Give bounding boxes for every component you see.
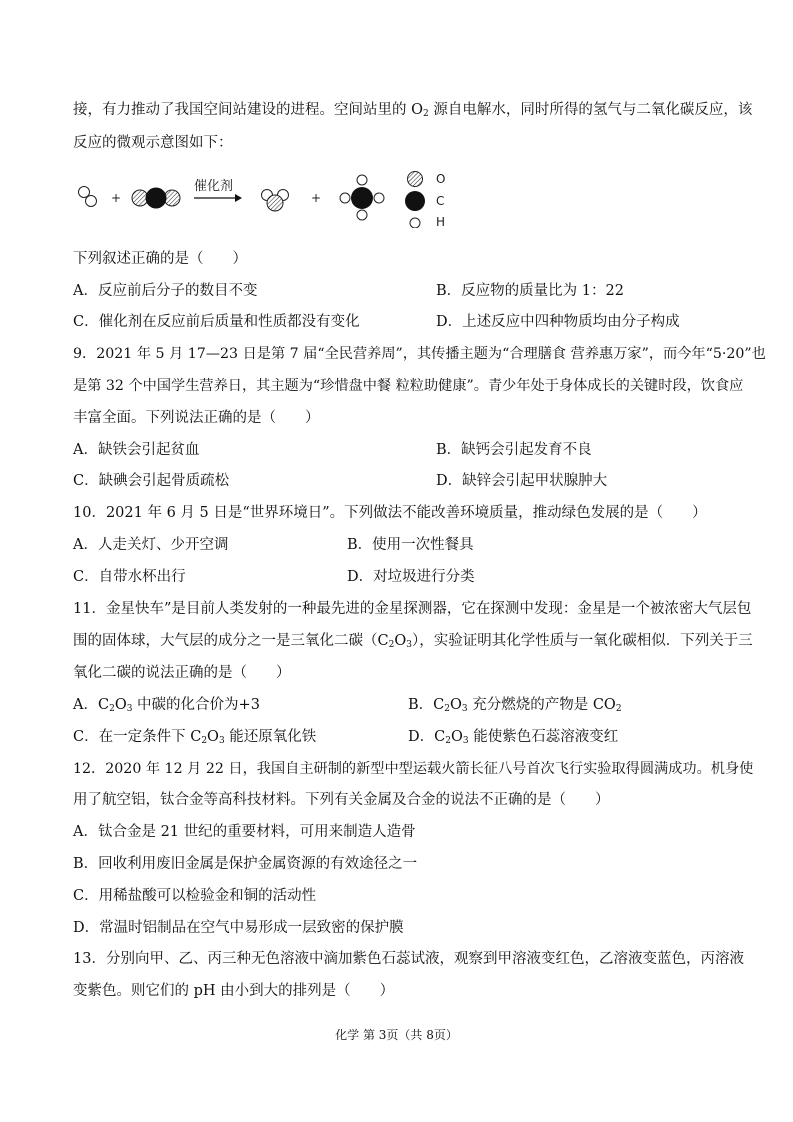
question-11-stem-line-3: 氧化二碳的说法正确的是（ ）	[73, 665, 291, 681]
question-11-option-b: B．$C_2O_3$ 充分燃烧的产物是 $CO_2$	[408, 697, 622, 714]
carbon-dioxide-molecule-icon	[132, 188, 180, 209]
plus-sign-2: +	[311, 191, 322, 205]
question-9-option-b: B．缺钙会引起发育不良	[436, 442, 592, 458]
question-8-option-c: C．催化剂在反应前后质量和性质都没有变化	[73, 314, 360, 330]
question-12-stem-line-1: 12．2020 年 12 月 22 日，我国自主研制的新型中型运载火箭长征八号首次飞行实验取得圆满成功。机身使	[73, 761, 754, 777]
question-9-stem-line-1: 9．2021 年 5 月 17—23 日是第 7 届“全民营养周”，其传播主题为“合理膳食 营养惠万家”，而今年“5·20”也	[73, 346, 766, 362]
legend-oxygen-label: O	[436, 172, 446, 186]
atom-legend	[405, 172, 445, 229]
question-10-option-c: C．自带水杯出行	[73, 569, 186, 585]
question-10-option-b: B．使用一次性餐具	[347, 537, 474, 553]
question-9-option-c: C．缺碘会引起骨质疏松	[73, 473, 230, 489]
question-11-option-a: A．$C_2O_3$ 中碳的化合价为+3	[73, 697, 260, 714]
legend-hydrogen-label: H	[436, 215, 446, 228]
question-10-option-d: D．对垃圾进行分类	[347, 569, 475, 585]
reaction-arrow-head	[235, 194, 242, 202]
question-8-option-d: D．上述反应中四种物质均由分子构成	[436, 314, 680, 330]
intro-line-1: 接，有力推动了我国空间站建设的进程。空间站里的 $O_2$ 源自电解水，同时所得的氢气与二氧化碳反应，该	[73, 102, 753, 119]
methane-molecule-icon	[340, 175, 384, 220]
question-9-stem-line-2: 是第 32 个中国学生营养日，其主题为“珍惜盘中餐 粒粒助健康”。青少年处于身体成长的关键时段，饮食应	[73, 378, 744, 394]
question-10-option-a: A．人走关灯、少开空调	[73, 537, 229, 553]
hydrogen-molecule-icon	[79, 187, 97, 207]
question-11-stem-line-1: 11．金星快车”是目前人类发射的一种最先进的金星探测器，它在探测中发现：金星是一个被浓密大气层包	[73, 601, 752, 617]
water-molecule-icon	[262, 190, 289, 212]
question-8-option-a: A．反应前后分子的数目不变	[73, 283, 258, 299]
question-11-option-c: C．在一定条件下 $C_2O_3$ 能还原氧化铁	[73, 729, 317, 746]
question-10-stem: 10．2021 年 6 月 5 日是“世界环境日”。下列做法不能改善环境质量，推动绿色发展的是（ ）	[73, 505, 707, 521]
carbon-atom-icon	[405, 191, 425, 211]
question-12-option-d: D．常温时铝制品在空气中易形成一层致密的保护膜	[73, 920, 404, 936]
question-12-option-c: C．用稀盐酸可以检验金和铜的活动性	[73, 888, 317, 904]
question-12-option-a: A．钛合金是 21 世纪的重要材料，可用来制造人造骨	[73, 824, 416, 840]
hydrogen-atom-icon	[410, 218, 420, 228]
reaction-diagram	[70, 168, 470, 228]
intro-line-2: 反应的微观示意图如下：	[73, 135, 233, 151]
question-8-option-b: B．反应物的质量比为 1：22	[436, 283, 624, 299]
question-13-stem-line-2: 变紫色。则它们的 pH 由小到大的排列是（ ）	[73, 983, 395, 999]
catalyst-label: 催化剂	[194, 179, 234, 194]
question-12-option-b: B．回收利用废旧金属是保护金属资源的有效途径之一	[73, 856, 418, 872]
legend-carbon-label: C	[436, 194, 445, 208]
question-9-stem-line-3: 丰富全面。下列说法正确的是（ ）	[73, 410, 320, 426]
question-9-option-a: A．缺铁会引起贫血	[73, 442, 200, 458]
page-footer: 化学 第 3页（共 8页）	[335, 1028, 458, 1042]
oxygen-atom-icon	[408, 172, 423, 187]
plus-sign-1: +	[111, 191, 122, 205]
question-9-option-d: D．缺锌会引起甲状腺肿大	[436, 473, 608, 489]
question-11-option-d: D．$C_2O_3$ 能使紫色石蕊溶液变红	[408, 729, 619, 746]
question-11-stem-line-2: 围的固体球，大气层的成分之一是三氧化二碳$(C_2O_3)$，实验证明其化学性质与一氧化碳相似．下列关于三	[73, 633, 753, 650]
question-8-stem: 下列叙述正确的是（ ）	[73, 251, 247, 267]
question-12-stem-line-2: 用了航空铝，钛合金等高科技材料。下列有关金属及合金的说法不正确的是（ ）	[73, 792, 610, 808]
question-13-stem-line-1: 13．分别向甲、乙、丙三种无色溶液中滴加紫色石蕊试液，观察到甲溶液变红色，乙溶液变蓝色，丙溶液	[73, 951, 744, 967]
